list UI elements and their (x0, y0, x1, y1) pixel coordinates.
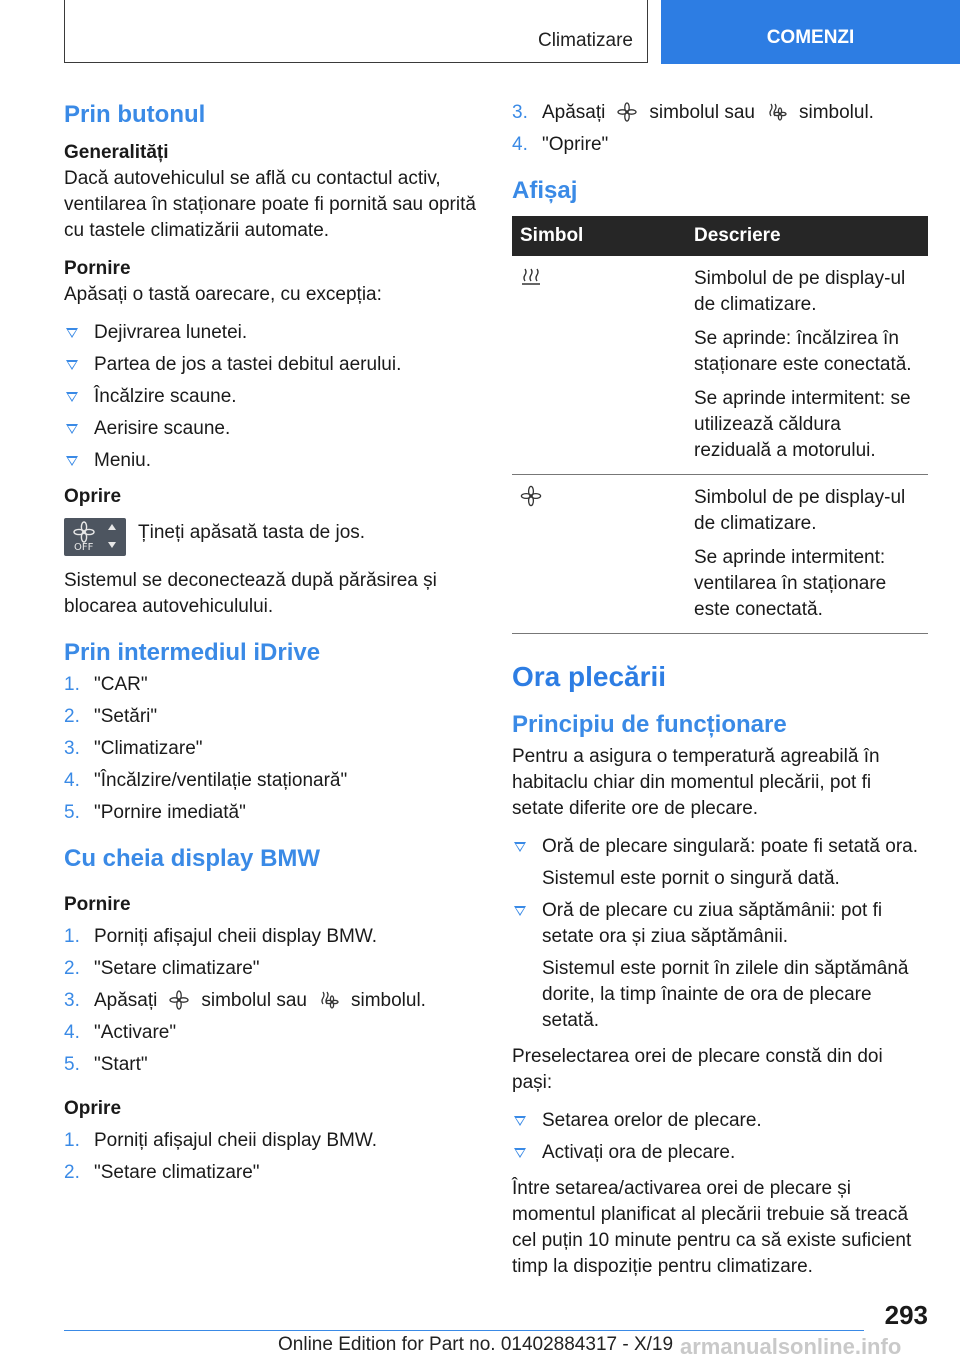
heading-prin-butonul: Prin butonul (64, 101, 206, 128)
list-item: Activați ora de plecare. (512, 1140, 928, 1166)
heat-fan-icon (767, 102, 787, 122)
page-header (0, 0, 960, 66)
heat-waves-icon (520, 266, 542, 288)
principiu-text: Pentru a asigura o temperatură agreabilă în habitaclu chiar din momentul plecării, pot fi setate diferite ore de plecare. (512, 746, 880, 819)
list-item: Partea de jos a tastei debitul aerului. (64, 352, 476, 378)
bullet-triangle-icon (66, 392, 78, 402)
list-item: Oră de plecare cu ziua săptămânii: pot fi setate ora și ziua săptămânii. Sistemul este pornit în zilele din săptămână dorite, la timp înainte de ora de plecare setată. (512, 898, 928, 1034)
list-item: 1. Porniți afișajul cheii display BMW. (64, 926, 377, 947)
table-row (512, 475, 928, 634)
table-header-descriere: Descriere (686, 216, 928, 256)
bullet-triangle-icon (66, 360, 78, 370)
description-cell: Simbolul de pe display-ul de climatizare. Se aprinde: încălzirea în staționare este conectată. Se aprinde intermitent: se utilizează căldura reziduală a motorului. (686, 256, 928, 475)
bullet-triangle-icon (514, 842, 526, 852)
pornire-text: Apăsați o tastă oarecare, cu excepția: (64, 284, 382, 305)
key-oprire-steps-continued (512, 100, 928, 158)
symbol-cell (512, 475, 686, 634)
bullet-triangle-icon (514, 1148, 526, 1158)
table-row (512, 256, 928, 475)
list-item: 2. "Setări" (64, 706, 158, 727)
final-text: Între setarea/activarea orei de plecare și momentul planificat al plecării trebuie să treacă cel puțin 10 minute pentru ca să existe suficient timp la dispoziție pentru climatizare. (512, 1178, 912, 1277)
heading-afisaj: Afișaj (512, 177, 578, 204)
heading-key-oprire: Oprire (64, 1098, 122, 1119)
list-item: 4. "Încălzire/ventilație staționară" (64, 770, 348, 791)
page-number: 293 (884, 1300, 928, 1330)
list-item: Aerisire scaune. (64, 416, 476, 442)
key-pornire-steps (64, 924, 476, 1078)
section-title: Climatizare (537, 30, 633, 51)
ora-list (512, 834, 928, 1034)
heading-ora-plecarii: Ora plecării (512, 661, 667, 692)
heading-oprire: Oprire (64, 486, 122, 507)
heading-prin-idrive: Prin intermediul iDrive (64, 639, 321, 666)
heat-fan-icon (319, 990, 339, 1010)
key-oprire-steps (64, 1128, 476, 1186)
symbol-cell (512, 256, 686, 475)
header-section-box (64, 0, 648, 63)
list-item: Încălzire scaune. (64, 384, 476, 410)
heading-generalitati: Generalități (64, 142, 169, 163)
list-item: 1. "CAR" (64, 674, 148, 695)
heading-key-pornire: Pornire (64, 894, 131, 915)
fan-icon (617, 102, 637, 122)
bullet-triangle-icon (66, 328, 78, 338)
fan-icon (520, 485, 542, 507)
chapter-tab[interactable]: COMENZI (661, 0, 960, 64)
off-button-figure (64, 514, 476, 556)
list-item: 1. Porniți afișajul cheii display BMW. (64, 1130, 377, 1151)
edition-text: Online Edition for Part no. 01402884317 - X/19 (278, 1334, 674, 1355)
list-item: 2. "Setare climatizare" (64, 958, 260, 979)
pornire-list (64, 320, 476, 474)
generalitati-text: Dacă autovehiculul se află cu contactul activ, ventilarea în staționare poate fi pornită sau oprită cu tastele climatizării automate. (64, 168, 476, 241)
oprire-button-text: Țineți apăsată tasta de jos. (138, 522, 366, 543)
bullet-triangle-icon (514, 1116, 526, 1126)
watermark[interactable]: armanualsonline.info (680, 1334, 902, 1359)
oprire-text: Sistemul se deconectează după părăsirea și blocarea autovehiculului. (64, 570, 437, 617)
heading-pornire: Pornire (64, 258, 131, 279)
preselect-list (512, 1108, 928, 1166)
list-item: 5. "Pornire imediată" (64, 802, 246, 823)
bullet-triangle-icon (66, 424, 78, 434)
list-item: Dejivrarea lunetei. (64, 320, 476, 346)
fan-icon (169, 990, 189, 1010)
list-item: Meniu. (64, 448, 476, 474)
list-item: 3. "Climatizare" (64, 738, 203, 759)
list-item: 2. "Setare climatizare" (64, 1162, 260, 1183)
off-key-label: OFF (74, 542, 94, 553)
list-item: 4. "Oprire" (512, 134, 609, 155)
list-item: Oră de plecare singulară: poate fi setată ora. Sistemul este pornit o singură dată. (512, 834, 928, 892)
heading-principiu: Principiu de funcționare (512, 711, 787, 738)
footer-divider (64, 1330, 864, 1331)
right-column (512, 100, 928, 1292)
left-column (64, 100, 476, 1198)
bullet-triangle-icon (514, 906, 526, 916)
symbol-table (512, 216, 928, 634)
heading-cheia-display: Cu cheia display BMW (64, 845, 321, 872)
table-header-simbol: Simbol (512, 216, 686, 256)
list-item: 5. "Start" (64, 1054, 148, 1075)
bullet-triangle-icon (66, 456, 78, 466)
list-item: 3. Apăsați simbolul sau simbolul. (64, 990, 426, 1011)
preselect-text: Preselectarea orei de plecare constă din doi pași: (512, 1046, 883, 1093)
list-item: 4. "Activare" (64, 1022, 177, 1043)
idrive-steps (64, 672, 476, 826)
list-item: Setarea orelor de plecare. (512, 1108, 928, 1134)
list-item: 3. Apăsați simbolul sau simbolul. (512, 102, 874, 123)
fan-off-key-icon (64, 518, 126, 556)
description-cell: Simbolul de pe display-ul de climatizare. Se aprinde intermitent: ventilarea în staționare este conectată. (686, 475, 928, 634)
